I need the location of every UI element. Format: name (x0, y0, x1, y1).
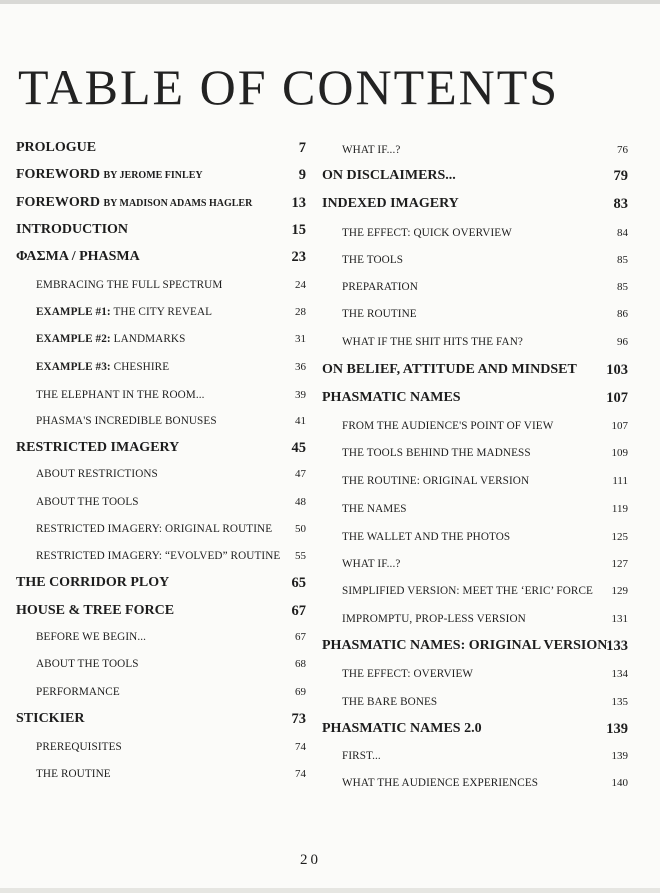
toc-entry-label: ABOUT THE TOOLS (36, 658, 139, 670)
toc-entry-label: STICKIER (16, 711, 85, 726)
toc-entry-page: 41 (295, 415, 306, 427)
toc-entry-label: FIRST... (342, 750, 381, 762)
toc-entry-page: 103 (606, 362, 628, 378)
toc-entry-label: THE ROUTINE (36, 768, 111, 780)
toc-entry-label: PERFORMANCE (36, 686, 120, 698)
toc-entry-page: 85 (617, 254, 628, 266)
toc-entry-page: 68 (295, 658, 306, 670)
top-edge-line (0, 0, 660, 4)
toc-entry-page: 31 (295, 333, 306, 345)
toc-entry-page: 67 (295, 631, 306, 643)
toc-entry-label: ABOUT THE TOOLS (36, 496, 139, 508)
toc-entry-label: THE WALLET AND THE PHOTOS (342, 531, 511, 543)
toc-entry-label: WHAT IF...? (342, 144, 401, 156)
toc-entry-label: RESTRICTED IMAGERY: ORIGINAL ROUTINE (36, 523, 273, 535)
example-number: EXAMPLE #1: (36, 306, 111, 318)
toc-entry-label: ABOUT RESTRICTIONS (36, 468, 158, 480)
toc-entry-page: 119 (611, 503, 628, 515)
toc-entry-label: IMPROMPTU, PROP-LESS VERSION (342, 613, 526, 625)
toc-entry-page: 76 (617, 144, 628, 156)
toc-entry-page: 129 (611, 585, 628, 597)
toc-entry-page: 15 (291, 222, 306, 238)
toc-entry-label: PREPARATION (342, 281, 418, 293)
toc-entry-page: 107 (611, 420, 628, 432)
toc-entry-label: PREREQUISITES (36, 741, 122, 753)
page-title: TABLE OF CONTENTS (18, 58, 560, 115)
toc-entry-label: PROLOGUE (16, 140, 97, 155)
toc-entry-page: 45 (291, 440, 306, 456)
toc-entry-label: THE ROUTINE (342, 308, 417, 320)
toc-entry-label: PHASMA'S INCREDIBLE BONUSES (36, 415, 217, 427)
toc-entry-label: RESTRICTED IMAGERY (16, 440, 180, 455)
toc-entry-label: PHASMATIC NAMES 2.0 (322, 721, 482, 736)
toc-entry-label: ON BELIEF, ATTITUDE AND MINDSET (322, 362, 577, 377)
toc-entry-label: BEFORE WE BEGIN... (36, 631, 147, 643)
toc-entry-label: THE TOOLS BEHIND THE MADNESS (342, 447, 531, 459)
toc-entry-page: 67 (291, 603, 306, 619)
toc-entry-label: THE ELEPHANT IN THE ROOM... (36, 389, 205, 401)
toc-entry-label: EXAMPLE #2: LANDMARKS (36, 333, 186, 345)
toc-entry-page: 131 (611, 613, 628, 625)
toc-entry-page: 139 (611, 750, 628, 762)
toc-entry-page: 107 (606, 390, 628, 406)
toc-entry-label: THE EFFECT: QUICK OVERVIEW (342, 227, 512, 239)
toc-entry-page: 69 (295, 686, 306, 698)
toc-entry-label: SIMPLIFIED VERSION: MEET THE ‘ERIC’ FORCE (342, 585, 593, 597)
toc-entry-page: 135 (611, 696, 628, 708)
toc-entry-label: EXAMPLE #3: CHESHIRE (36, 361, 170, 373)
bottom-edge-line (0, 888, 660, 893)
toc-entry-page: 96 (617, 336, 628, 348)
toc-entry-page: 74 (295, 768, 306, 780)
toc-entry-page: 13 (291, 195, 306, 211)
toc-entry-label: WHAT IF THE SHIT HITS THE FAN? (342, 336, 523, 348)
toc-entry-label: THE CORRIDOR PLOY (16, 575, 170, 590)
toc-entry-page: 55 (295, 550, 306, 562)
toc-entry-page: 140 (611, 777, 628, 789)
toc-entry-label: THE EFFECT: OVERVIEW (342, 668, 474, 680)
toc-entry-page: 9 (298, 167, 306, 183)
toc-entry-label: EXAMPLE #1: THE CITY REVEAL (36, 306, 213, 318)
toc-entry-page: 28 (295, 306, 306, 318)
toc-entry-label: EMBRACING THE FULL SPECTRUM (36, 279, 223, 291)
page-number: 20 (300, 852, 321, 868)
toc-entry-label: WHAT IF...? (342, 558, 401, 570)
toc-entry-page: 36 (295, 361, 306, 373)
toc-entry-label: WHAT THE AUDIENCE EXPERIENCES (342, 777, 539, 789)
toc-entry-label: THE NAMES (342, 503, 407, 515)
toc-entry-label: PHASMATIC NAMES: ORIGINAL VERSION (322, 638, 608, 653)
toc-entry-page: 127 (611, 558, 628, 570)
toc-entry-page: 125 (611, 531, 628, 543)
toc-entry-page: 39 (295, 389, 306, 401)
toc-entry-page: 65 (291, 575, 306, 591)
toc-entry-page: 24 (295, 279, 306, 291)
toc-entry-page: 84 (617, 227, 628, 239)
toc-entry-byline: BY MADISON ADAMS HAGLER (103, 198, 253, 209)
toc-entry-page: 85 (617, 281, 628, 293)
toc-entry-label: FOREWORD BY MADISON ADAMS HAGLER (16, 195, 253, 210)
toc-entry-label: HOUSE & TREE FORCE (16, 603, 175, 618)
toc-entry-page: 47 (295, 468, 306, 480)
toc-entry-label: ON DISCLAIMERS... (322, 168, 456, 183)
toc-entry-label: FROM THE AUDIENCE'S POINT OF VIEW (342, 420, 554, 432)
toc-entry-page: 74 (295, 741, 306, 753)
toc-entry-page: 50 (295, 523, 306, 535)
toc-entry-page: 86 (617, 308, 628, 320)
toc-entry-page: 133 (606, 638, 628, 654)
toc-entry-label: PHASMATIC NAMES (322, 390, 461, 405)
toc-entry-page: 83 (613, 196, 628, 212)
example-number: EXAMPLE #2: (36, 333, 111, 345)
toc-entry-page: 134 (611, 668, 628, 680)
toc-entry-label: THE ROUTINE: ORIGINAL VERSION (342, 475, 530, 487)
toc-entry-page: 79 (613, 168, 628, 184)
toc-entry-label: FOREWORD BY JEROME FINLEY (16, 167, 203, 182)
example-number: EXAMPLE #3: (36, 361, 111, 373)
toc-entry-page: 139 (606, 721, 628, 737)
toc-entry-page: 7 (298, 140, 306, 156)
toc-entry-page: 23 (291, 249, 306, 265)
toc-entry-label: INDEXED IMAGERY (322, 196, 459, 211)
toc-entry-page: 73 (291, 711, 306, 727)
toc-entry-page: 109 (611, 447, 628, 459)
toc-entry-label: INTRODUCTION (16, 222, 129, 237)
toc-entry-byline: BY JEROME FINLEY (103, 170, 203, 181)
toc-entry-page: 111 (612, 475, 628, 487)
toc-entry-label: ΦΑΣΜΑ / PHASMA (16, 249, 140, 264)
toc-entry-label: THE BARE BONES (342, 696, 438, 708)
toc-entry-label: RESTRICTED IMAGERY: “EVOLVED” ROUTINE (36, 550, 281, 562)
toc-entry-page: 48 (295, 496, 306, 508)
toc-entry-label: THE TOOLS (342, 254, 404, 266)
